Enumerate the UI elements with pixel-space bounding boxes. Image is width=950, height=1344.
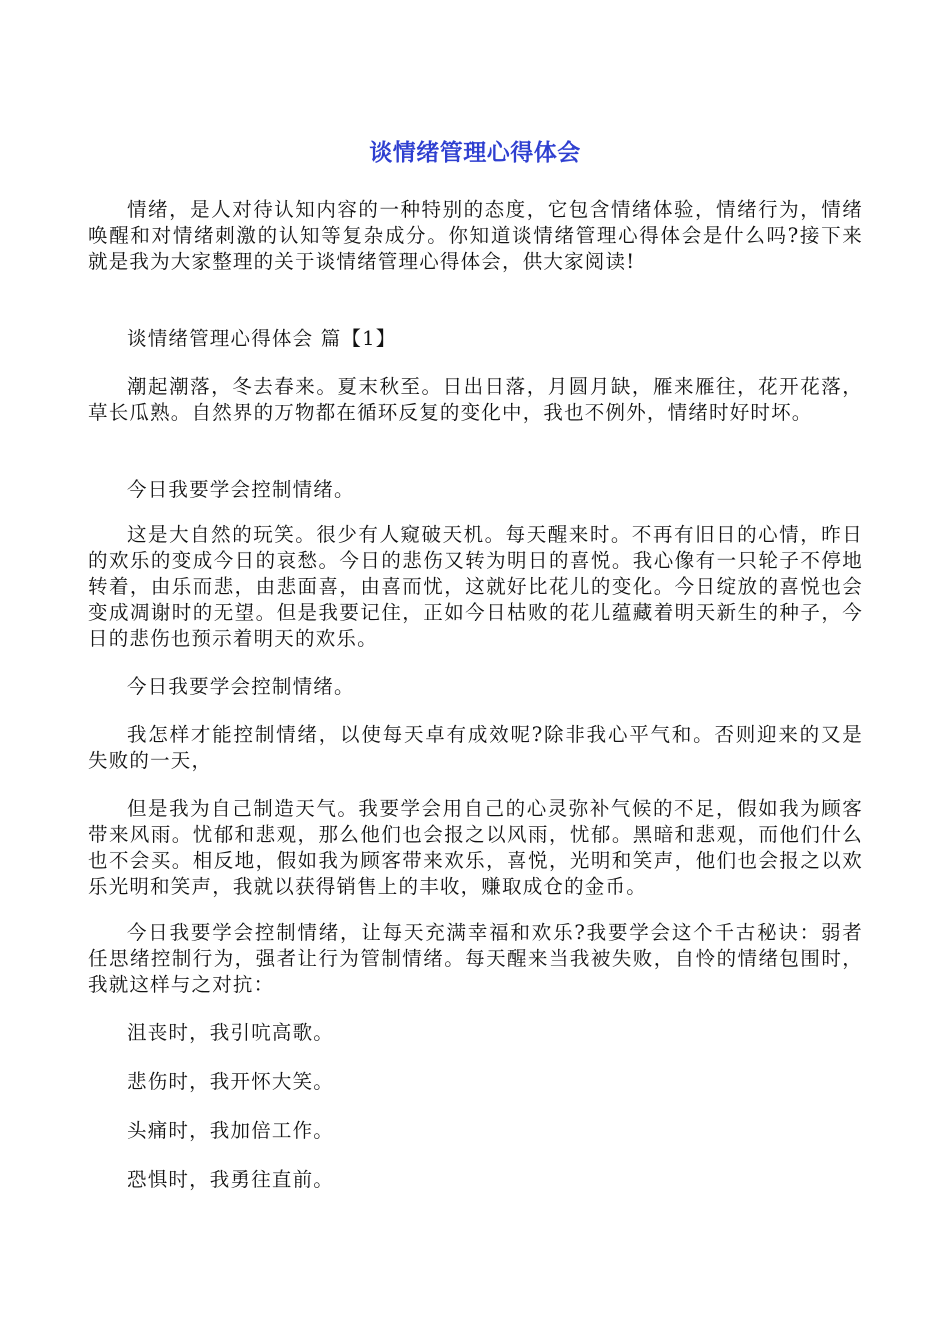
paragraph-2: 今日我要学会控制情绪。 (127, 478, 355, 501)
intro-paragraph: 情绪，是人对待认知内容的一种特别的态度，它包含情绪体验，情绪行为，情绪唤醒和对情绪刺激的认知等复杂成分。你知道谈情绪管理心得体会是什么吗?接下来就是我为大家整理的关于谈情绪管理心得体会，供大家阅读! (88, 198, 863, 273)
paragraph-11: 恐惧时，我勇往直前。 (127, 1168, 335, 1191)
paragraph-7: 今日我要学会控制情绪，让每天充满幸福和欢乐?我要学会这个千古秘诀：弱者任思绪控制行为，强者让行为管制情绪。每天醒来当我被失败，自怜的情绪包围时，我就这样与之对抗： (88, 921, 863, 996)
paragraph-1: 潮起潮落，冬去春来。夏末秋至。日出日落，月圆月缺，雁来雁往，花开花落，草长瓜熟。自然界的万物都在循环反复的变化中，我也不例外，情绪时好时坏。 (88, 375, 863, 424)
paragraph-9: 悲伤时，我开怀大笑。 (127, 1070, 335, 1093)
paragraph-6: 但是我为自己制造天气。我要学会用自己的心灵弥补气候的不足，假如我为顾客带来风雨。忧郁和悲观，那么他们也会报之以风雨，忧郁。黑暗和悲观，而他们什么也不会买。相反地，假如我为顾客带来欢乐，喜悦，光明和笑声，他们也会报之以欢乐光明和笑声，我就以获得销售上的丰收，赚取成仓的金币。 (88, 797, 863, 898)
paragraph-10: 头痛时，我加倍工作。 (127, 1119, 335, 1142)
paragraph-4: 今日我要学会控制情绪。 (127, 675, 355, 698)
paragraph-5: 我怎样才能控制情绪，以使每天卓有成效呢?除非我心平气和。否则迎来的又是失败的一天， (88, 723, 863, 772)
paragraph-8: 沮丧时，我引吭高歌。 (127, 1021, 335, 1044)
paragraph-3: 这是大自然的玩笑。很少有人窥破天机。每天醒来时。不再有旧日的心情，昨日的欢乐的变成今日的哀愁。今日的悲伤又转为明日的喜悦。我心像有一只轮子不停地转着，由乐而悲，由悲面喜，由喜而忧，这就好比花儿的变化。今日绽放的喜悦也会变成凋谢时的无望。但是我要记住，正如今日枯败的花儿蕴藏着明天新生的种子，今日的悲伤也预示着明天的欢乐。 (88, 523, 863, 650)
section-heading: 谈情绪管理心得体会 篇【1】 (127, 327, 397, 350)
document-title: 谈情绪管理心得体会 (369, 140, 581, 166)
